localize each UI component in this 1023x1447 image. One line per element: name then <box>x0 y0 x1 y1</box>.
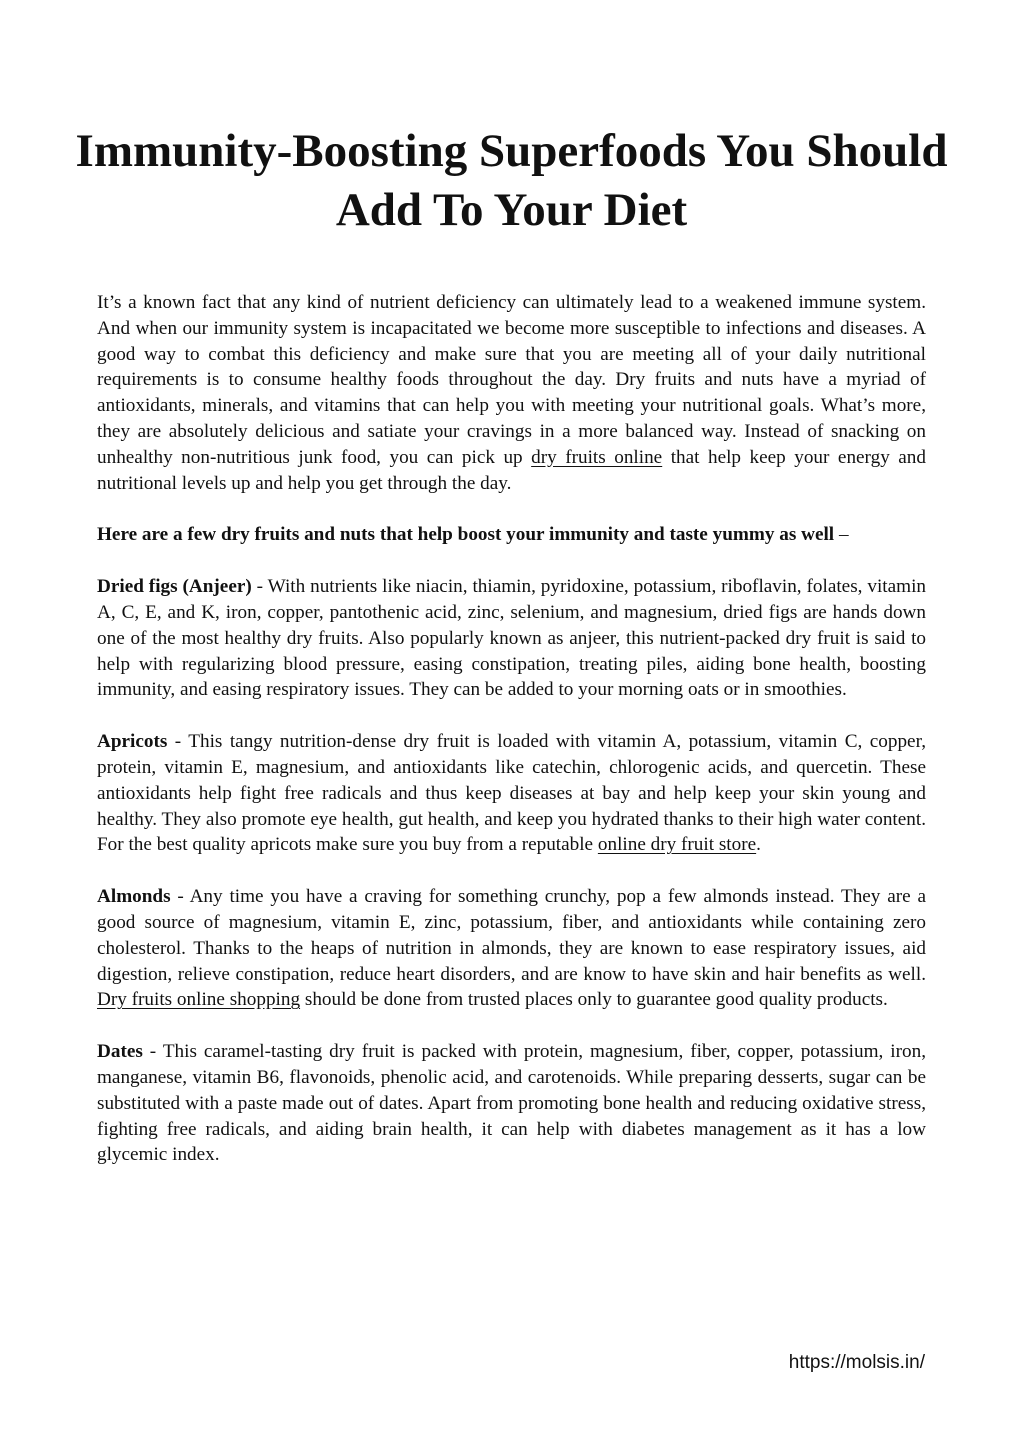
item-description: - Any time you have a craving for something crunchy, pop a few almonds instead. They are a good source of magnesium, vitamin E, zinc, potassium, fiber, and antioxidants while containing zero cholesterol. Thanks to the heaps of nutrition in almonds, they are known to ease respiratory issues, aid digestion, relieve constipation, reduce heart disorders, and are know to have skin and hair benefits as well. <box>97 886 926 985</box>
item-name: Dried figs (Anjeer) <box>97 576 252 598</box>
intro-text-end: that help keep your energy and nutritional levels up and help you get through the day. <box>97 446 926 494</box>
item-description-end: should be done from trusted places only to guarantee good quality products. <box>300 989 888 1011</box>
dry-fruits-online-shopping-link[interactable]: Dry fruits online shopping <box>97 989 301 1011</box>
item-name: Almonds <box>97 886 171 908</box>
item-name: Dates <box>97 1041 143 1063</box>
item-dates <box>97 1039 926 1168</box>
list-heading <box>97 522 926 548</box>
online-dry-fruit-store-link[interactable]: online dry fruit store <box>597 834 757 856</box>
item-name: Apricots <box>97 731 168 753</box>
item-description: - With nutrients like niacin, thiamin, pyridoxine, potassium, riboflavin, folates, vitamin A, C, E, and K, iron, copper, pantothenic acid, zinc, selenium, and magnesium, dried figs are hands down one of the most healthy dry fruits. Also popularly known as anjeer, this nutrient-packed dry fruit is said to help with regularizing blood pressure, easing constipation, treating piles, aiding bone health, boosting immunity, and easing respiratory issues. They can be added to your morning oats or in smoothies. <box>97 576 926 701</box>
item-almonds <box>97 884 926 1013</box>
footer-url: https://molsis.in/ <box>788 1352 925 1373</box>
list-heading-dash: – <box>834 524 849 546</box>
list-heading-text: Here are a few dry fruits and nuts that help boost your immunity and taste yummy as well <box>97 524 835 546</box>
item-dried-figs <box>97 574 926 703</box>
item-apricots <box>97 729 926 858</box>
item-description-end: . <box>756 834 761 856</box>
dry-fruits-online-link[interactable]: dry fruits online <box>531 446 663 468</box>
intro-text-start: It’s a known fact that any kind of nutrient deficiency can ultimately lead to a weakened immune system. And when our immunity system is incapacitated we become more susceptible to infections and diseases. A good way to combat this deficiency and make sure that you are meeting all of your daily nutritional requirements is to consume healthy foods throughout the day. Dry fruits and nuts have a myriad of antioxidants, minerals, and vitamins that can help you with meeting your nutritional goals. What’s more, they are absolutely delicious and satiate your cravings in a more balanced way. Instead of snacking on unhealthy non-nutritious junk food, you can pick up <box>97 292 926 468</box>
item-description: - This caramel-tasting dry fruit is packed with protein, magnesium, fiber, copper, potassium, iron, manganese, vitamin B6, flavonoids, phenolic acid, and carotenoids. While preparing desserts, sugar can be substituted with a paste made out of dates. Apart from promoting bone health and reducing oxidative stress, fighting free radicals, and aiding brain health, it can help with diabetes management as it has a low glycemic index. <box>97 1041 926 1166</box>
article-body <box>97 290 926 1194</box>
page-title: Immunity-Boosting Superfoods You Should Add To Your Diet <box>75 125 948 236</box>
intro-paragraph <box>97 290 926 496</box>
item-description: - This tangy nutrition-dense dry fruit is loaded with vitamin A, potassium, vitamin C, copper, protein, vitamin E, magnesium, and antioxidants like catechin, chlorogenic acids, and quercetin. These antioxidants help fight free radicals and thus keep diseases at bay and help keep your skin young and healthy. They also promote eye health, gut health, and keep you hydrated thanks to their high water content. For the best quality apricots make sure you buy from a reputable <box>97 731 926 856</box>
